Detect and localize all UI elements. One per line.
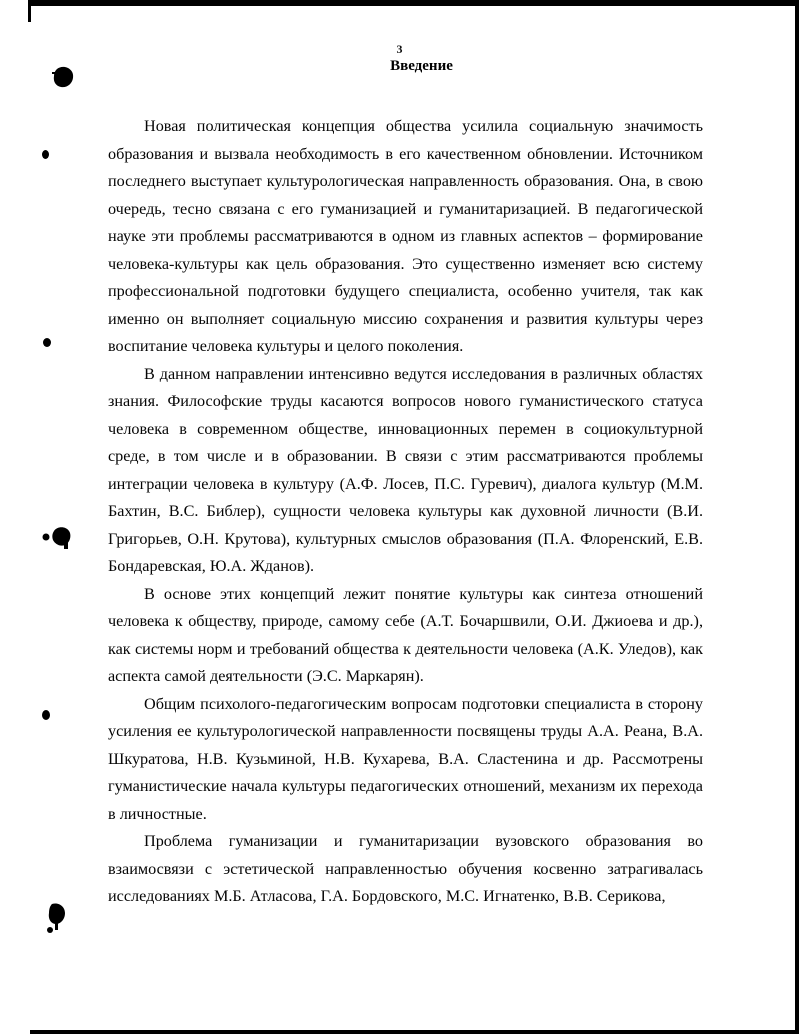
page-title: Введение [390, 58, 453, 74]
binder-hole-mark [42, 150, 49, 159]
paragraph: Общим психолого-педагогическим вопросам подготовки специалиста в сторону усиления ее культурологической направленности посвящены труды А.А. Реана, В.А. Шкуратова, Н.В. Кузьминой, Н.В. Кухарева, В.А. Сластенина и др. Рассмотрены гуманистические начала культуры педагогических отношений, механизм их перехода в личностные. [108, 694, 703, 823]
paragraph: Проблема гуманизации и гуманитаризации вузовского образования во взаимосвязи с эстетической направленностью обучения косвенно затрагивалась исследованиях М.Б. Атласова, Г.А. Бордовского, М.С. Игнатенко, В.В. Серикова, [108, 832, 703, 905]
binder-hole-mark [40, 522, 76, 550]
scan-border-left [28, 0, 31, 22]
paragraph: В основе этих концепций лежит понятие культуры как синтеза отношений человека к обществу, природе, самому себе (А.Т. Бочаршвили, О.И. Джиоева и др.), как системы норм и требований общества к деятельности человека (А.К. Уледов), как аспекта самой деятельности (Э.С. Маркарян). [108, 584, 703, 685]
paragraph: Новая политическая концепция общества усилила социальную значимость образования и вызвала необходимость в его качественном обновлении. Источником последнего выступает культурологическая направленность образования. Она, в свою очередь, тесно связана с его гуманизацией и гуманитаризацией. В педагогической науке эти проблемы рассматриваются в одном из главных аспектов – формирование человека-культуры как цель образования. Это существенно изменяет всю систему профессиональной подготовки будущего специалиста, особенно учителя, так как именно он выполняет социальную миссию сохранения и развития культуры через воспитание человека культуры и целого поколения. [108, 117, 703, 355]
binder-hole-mark [42, 710, 50, 720]
binder-hole-mark [43, 338, 51, 347]
scan-border-top [28, 0, 799, 6]
page-number: 3 [396, 42, 403, 56]
binder-hole-mark [42, 900, 70, 938]
body-text [108, 113, 703, 911]
scan-border-bottom [30, 1030, 799, 1034]
paragraph: В данном направлении интенсивно ведутся исследования в различных областях знания. Философские труды касаются вопросов нового гуманистического статуса человека в современном обществе, инновационных перемен в социокультурной среде, в том числе и в образовании. В связи с этим рассматриваются проблемы интеграции человека в культуру (А.Ф. Лосев, П.С. Гуревич), диалога культур (М.М. Бахтин, В.С. Библер), сущности человека культуры как духовной личности (В.И. Григорьев, О.Н. Крутова), культурных смыслов образования (П.А. Флоренский, Е.В. Бондаревская, Ю.А. Жданов). [108, 364, 703, 575]
scan-border-right [795, 0, 799, 1034]
